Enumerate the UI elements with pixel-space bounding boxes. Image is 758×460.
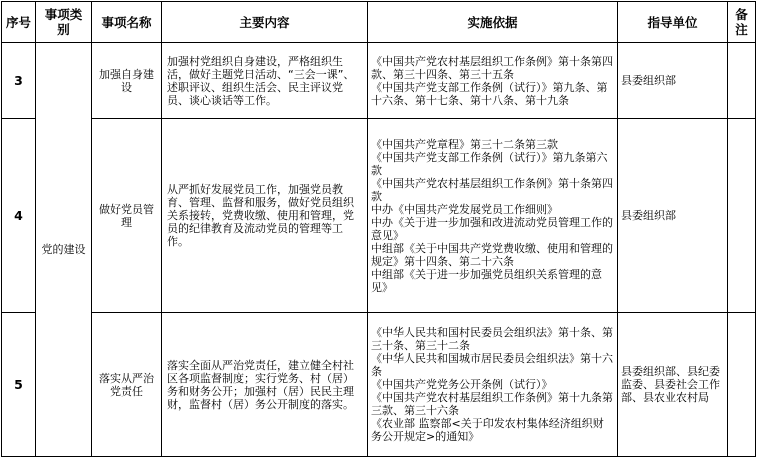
basis-line: 《中国共产党支部工作条例（试行）》第九条第六款 <box>371 150 608 177</box>
header-row <box>2 2 756 43</box>
table-row <box>2 43 756 119</box>
category-cell: 党的建设 <box>36 43 92 457</box>
item-basis <box>368 119 618 313</box>
header-content: 主要内容 <box>162 2 368 43</box>
item-name: 落实从严治党责任 <box>92 313 162 457</box>
header-name: 事项名称 <box>92 2 162 43</box>
basis-line: 《中华人民共和国村民委员会组织法》第十条、第三十条、第三十二条 <box>371 326 613 352</box>
row-number: 4 <box>2 119 36 313</box>
header-basis: 实施依据 <box>368 2 618 43</box>
item-unit: 县委组织部 <box>618 119 728 313</box>
item-content: 落实全面从严治党责任，建立健全村社区各项监督制度；实行党务、村（居）务和财务公开；加强村（居）民民主理财，监督村（居）务公开制度的落实。 <box>162 313 368 457</box>
header-category: 事项类别 <box>36 2 92 43</box>
table-row <box>2 313 756 457</box>
basis-line: 中办《关于进一步加强和改进流动党员管理工作的意见》 <box>371 215 613 242</box>
basis-line: 中组部《关于中国共产党党费收缴、使用和管理的规定》第十四条、第二十六条 <box>371 241 613 268</box>
item-unit: 县委组织部、县纪委监委、县委社会工作部、县农业农村局 <box>618 313 728 457</box>
row-number: 5 <box>2 313 36 457</box>
basis-line: 《中国共产党支部工作条例（试行）》第九条、第十六条、第十七条、第十八条、第十九条 <box>371 80 608 107</box>
basis-line: 中组部《关于进一步加强党员组织关系管理的意见》 <box>371 267 602 294</box>
header-note: 备注 <box>728 2 756 43</box>
basis-line: 《中国共产党农村基层组织工作条例》第十条第四款 <box>371 176 613 203</box>
item-note <box>728 119 756 313</box>
item-unit: 县委组织部 <box>618 43 728 119</box>
item-basis <box>368 313 618 457</box>
basis-line: 《中国共产党农村基层组织工作条例》第十九条第三款、第三十六条 <box>371 391 613 417</box>
header-unit: 指导单位 <box>618 2 728 43</box>
item-basis <box>368 43 618 119</box>
item-name: 做好党员管理 <box>92 119 162 313</box>
header-no: 序号 <box>2 2 36 43</box>
item-content: 从严抓好发展党员工作，加强党员教育、管理、监督和服务，做好党员组织关系接转，党费收缴、使用和管理，党员的纪律教育及流动党员的管理等工作。 <box>162 119 368 313</box>
basis-line: 《中国共产党农村基层组织工作条例》第十条第四款、第三十四条、第三十五条 <box>371 54 613 81</box>
item-content: 加强村党组织自身建设，严格组织生活，做好主题党日活动、“三会一课”、述职评议、组织生活会、民主评议党员、谈心谈话等工作。 <box>162 43 368 119</box>
basis-line: 中办《中国共产党发展党员工作细则》 <box>371 202 558 216</box>
basis-line: 《农业部 监察部<关于印发农村集体经济组织财务公开规定>的通知》 <box>371 417 604 443</box>
basis-line: 《中国共产党党务公开条例（试行）》 <box>371 378 553 391</box>
table-row <box>2 119 756 313</box>
basis-line: 《中华人民共和国城市居民委员会组织法》第十六条 <box>371 352 613 378</box>
item-note <box>728 313 756 457</box>
affairs-table <box>1 1 756 457</box>
row-number: 3 <box>2 43 36 119</box>
item-name: 加强自身建设 <box>92 43 162 119</box>
basis-line: 《中国共产党章程》第三十二条第三款 <box>371 137 558 151</box>
item-note <box>728 43 756 119</box>
